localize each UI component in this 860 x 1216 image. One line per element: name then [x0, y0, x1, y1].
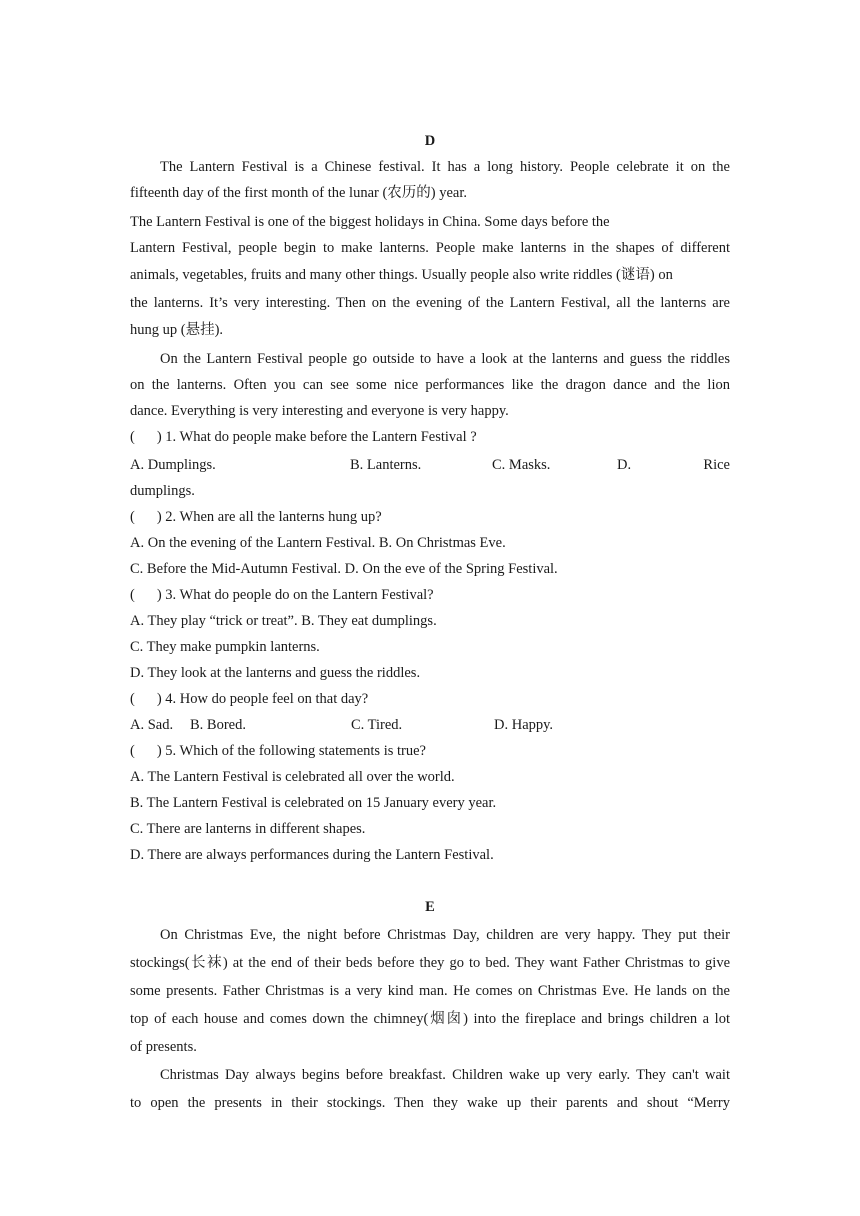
section-d-paragraph-3 — [130, 346, 730, 424]
option-d-prefix: D. — [617, 457, 632, 473]
answer-paren: ( — [130, 743, 135, 759]
option-b: B. Lanterns. — [350, 457, 422, 473]
question-text: ) 1. What do people make before the Lantern Festival ? — [156, 429, 477, 445]
option-c: C. They make pumpkin lanterns. — [130, 639, 320, 655]
question-2 — [130, 504, 730, 582]
question-5 — [130, 738, 730, 868]
question-text: ) 3. What do people do on the Lantern Festival? — [156, 587, 434, 603]
section-e-heading: E — [425, 899, 435, 915]
section-e-paragraph-2 — [130, 1061, 730, 1117]
text-line: of presents. — [130, 1039, 197, 1055]
text-line: Christmas Day always begins before breakfast. Children wake up very early. They can't wait — [160, 1067, 730, 1083]
option-d-word: Rice — [703, 457, 730, 473]
options-ab: A. They play “trick or treat”. B. They eat dumplings. — [130, 613, 437, 629]
options-row — [130, 712, 730, 738]
option-d: D. Happy. — [494, 717, 554, 733]
section-d-paragraph-1 — [130, 154, 730, 207]
document-page — [130, 128, 730, 1117]
text-line: stockings(长袜) at the end of their beds before they go to bed. They want Father Christmas to give — [130, 955, 730, 971]
text-line: hung up (悬挂). — [130, 322, 224, 338]
question-4 — [130, 686, 730, 738]
text-line: On Christmas Eve, the night before Christmas Day, children are very happy. They put their — [160, 927, 730, 943]
option-a: A. Sad. — [130, 717, 174, 733]
option-d: D. They look at the lanterns and guess the riddles. — [130, 665, 421, 681]
section-spacer — [130, 868, 730, 894]
option-c: C. Masks. — [492, 457, 551, 473]
text-line: the lanterns. It’s very interesting. Then on the evening of the Lantern Festival, all the lanterns are — [130, 295, 730, 311]
text-line: on the lanterns. Often you can see some nice performances like the dragon dance and the lion — [130, 377, 730, 393]
text-line: fifteenth day of the first month of the lunar (农历的) year. — [130, 185, 468, 201]
section-d-heading: D — [424, 133, 436, 149]
option-a: A. Dumplings. — [130, 457, 216, 473]
question-text: ) 5. Which of the following statements is true? — [156, 743, 426, 759]
option-c: C. There are lanterns in different shapes. — [130, 821, 366, 837]
text-line: The Lantern Festival is a Chinese festival. It has a long history. People celebrate it on the — [160, 159, 730, 175]
options-ab: A. On the evening of the Lantern Festival. B. On Christmas Eve. — [130, 535, 506, 551]
option-b: B. Bored. — [190, 717, 246, 733]
option-d: D. There are always performances during the Lantern Festival. — [130, 847, 494, 863]
question-3 — [130, 582, 730, 686]
option-c: C. Tired. — [351, 717, 403, 733]
option-b: B. The Lantern Festival is celebrated on 15 January every year. — [130, 795, 497, 811]
text-line: dance. Everything is very interesting and everyone is very happy. — [130, 403, 509, 419]
text-line: The Lantern Festival is one of the biggest holidays in China. Some days before the — [130, 214, 610, 230]
question-text: ) 4. How do people feel on that day? — [156, 691, 369, 707]
section-d-paragraph-2 — [130, 209, 730, 343]
text-line: animals, vegetables, fruits and many other things. Usually people also write riddles (谜语) on — [130, 267, 673, 283]
options-row — [130, 450, 730, 478]
answer-paren: ( — [130, 587, 135, 603]
answer-paren: ( — [130, 691, 135, 707]
text-line: Lantern Festival, people begin to make lanterns. People make lanterns in the shapes of different — [130, 240, 730, 256]
text-line: On the Lantern Festival people go outside to have a look at the lanterns and guess the riddles — [160, 351, 730, 367]
question-1 — [130, 424, 730, 504]
text-line: some presents. Father Christmas is a very kind man. He comes on Christmas Eve. He lands on the — [130, 983, 730, 999]
option-d-continued: dumplings. — [130, 483, 195, 499]
answer-paren: ( — [130, 509, 135, 525]
section-e-paragraph-1 — [130, 921, 730, 1061]
options-cd: C. Before the Mid-Autumn Festival. D. On the eve of the Spring Festival. — [130, 561, 558, 577]
option-a: A. The Lantern Festival is celebrated all over the world. — [130, 769, 455, 785]
text-line: to open the presents in their stockings. Then they wake up their parents and shout “Merry — [130, 1095, 730, 1111]
answer-paren: ( — [130, 429, 135, 445]
text-line: top of each house and comes down the chimney(烟囱) into the fireplace and brings children a lot — [130, 1011, 730, 1027]
question-text: ) 2. When are all the lanterns hung up? — [156, 509, 382, 525]
